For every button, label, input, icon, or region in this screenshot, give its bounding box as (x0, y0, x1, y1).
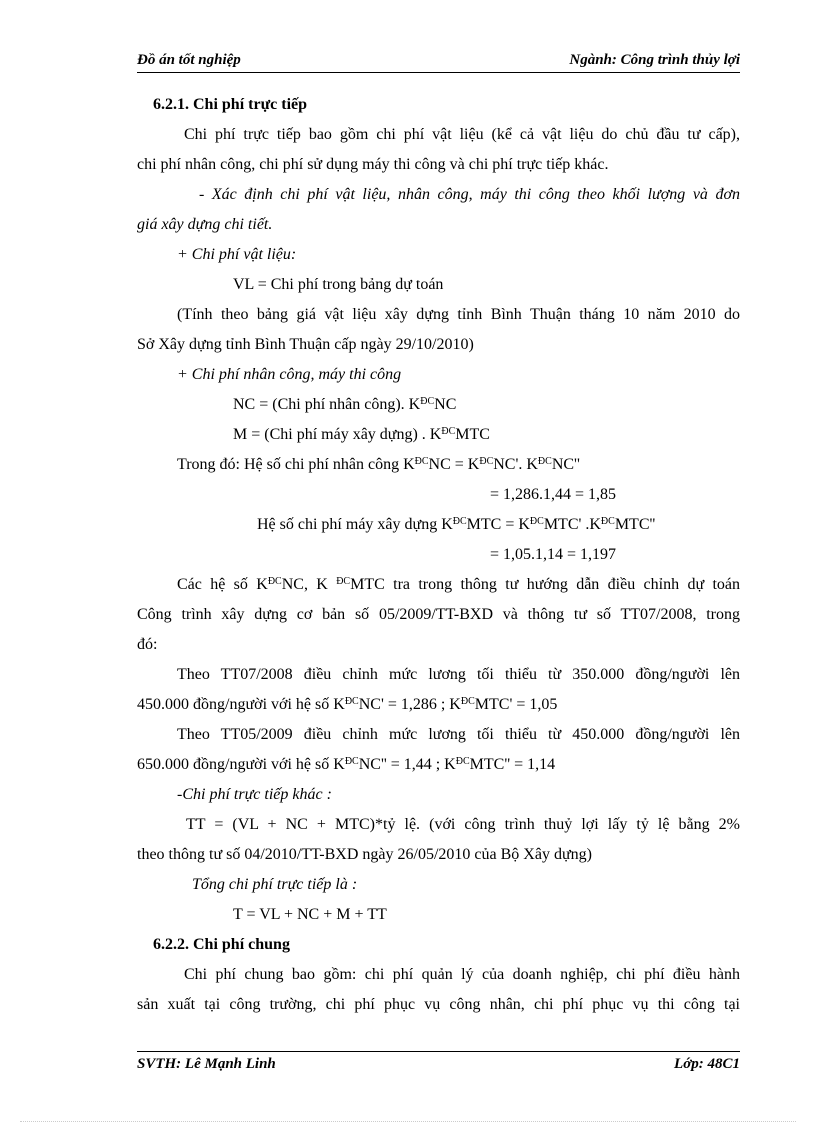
page-footer (137, 1051, 740, 1076)
paragraph-line: (Tính theo bảng giá vật liệu xây dựng tỉnh Bình Thuận tháng 10 năm 2010 do (177, 306, 740, 323)
nc-heading: + Chi phí nhân công, máy thi công (177, 366, 402, 383)
header-right: Ngành: Công trình thủy lợi (569, 52, 740, 68)
tong-heading: Tổng chi phí trực tiếp là : (192, 876, 358, 893)
paragraph-line: đó: (137, 636, 158, 653)
paragraph-line: Công trình xây dựng cơ bản số 05/2009/TT-BXD và thông tư số TT07/2008, trong (137, 606, 740, 623)
paragraph-line: theo thông tư số 04/2010/TT-BXD ngày 26/05/2010 của Bộ Xây dựng) (137, 846, 592, 863)
header-left: Đồ án tốt nghiệp (137, 52, 241, 68)
italic-line: - Xác định chi phí vật liệu, nhân công, máy thi công theo khối lượng và đơn (199, 186, 740, 203)
calc-nc: = 1,286.1,44 = 1,85 (490, 486, 617, 503)
vl-heading: + Chi phí vật liệu: (177, 246, 297, 263)
nc-formula: NC = (Chi phí nhân công). $K^{ĐC}NC$ (233, 396, 457, 413)
m-formula: M = (Chi phí máy xây dựng) . $K^{ĐC}MTC$ (233, 426, 490, 443)
tong-formula: T = VL + NC + M + TT (233, 906, 387, 923)
trong-do-line: Trong đó: Hệ số chi phí nhân công $K^{ĐC}NC = K^{ĐC}NC'$. $K^{ĐC}NC''$ (177, 456, 580, 473)
paragraph-line: Theo TT07/2008 điều chỉnh mức lương tối thiểu từ 350.000 đồng/người lên (177, 666, 740, 683)
paragraph-line: Theo TT05/2009 điều chỉnh mức lương tối thiểu từ 450.000 đồng/người lên (177, 726, 740, 743)
paragraph-line: chi phí nhân công, chi phí sử dụng máy thi công và chi phí trực tiếp khác. (137, 156, 609, 173)
paragraph-line: Chi phí trực tiếp bao gồm chi phí vật liệu (kể cả vật liệu do chủ đầu tư cấp), (184, 126, 740, 143)
section-621-heading: 6.2.1. Chi phí trực tiếp (153, 96, 308, 113)
page-header (137, 50, 740, 73)
paragraph-line: 450.000 đồng/người với hệ số $K^{ĐC}NC' = 1,286$ ; $K^{ĐC}MTC' = 1,05$ (137, 696, 558, 713)
paragraph-line: 650.000 đồng/người với hệ số $K^{ĐC}NC'' = 1,44$ ; $K^{ĐC}MTC'' = 1,14$ (137, 756, 556, 773)
he-so-mtc-line: Hệ số chi phí máy xây dựng $K^{ĐC}MTC = K^{ĐC}MTC'$ $.K^{ĐC}MTC''$ (257, 516, 656, 533)
vl-formula: VL = Chi phí trong bảng dự toán (233, 276, 444, 293)
paragraph-line: Các hệ số $K^{ĐC}NC$, K $^{ĐC}$MTC tra trong thông tư hướng dẫn điều chỉnh dự toán (177, 576, 741, 593)
calc-mtc: = 1,05.1,14 = 1,197 (490, 546, 617, 563)
footer-left: SVTH: Lê Mạnh Linh (137, 1056, 276, 1072)
tt-khac-heading: -Chi phí trực tiếp khác : (177, 786, 332, 803)
italic-line: giá xây dựng chi tiết. (137, 216, 273, 233)
footer-right: Lớp: 48C1 (674, 1056, 740, 1072)
section-622-heading: 6.2.2. Chi phí chung (153, 936, 290, 953)
tt-formula-line: TT = (VL + NC + MTC)*tỷ lệ. (với công trình thuỷ lợi lấy tỷ lệ bằng 2% (186, 816, 740, 833)
paragraph-line: Chi phí chung bao gồm: chi phí quản lý của doanh nghiệp, chi phí điều hành (184, 966, 740, 983)
paragraph-line: Sở Xây dựng tỉnh Bình Thuận cấp ngày 29/10/2010) (137, 336, 474, 353)
page-edge-divider (20, 1121, 796, 1122)
paragraph-line: sản xuất tại công trường, chi phí phục vụ công nhân, chi phí phục vụ thi công tại (137, 996, 740, 1013)
